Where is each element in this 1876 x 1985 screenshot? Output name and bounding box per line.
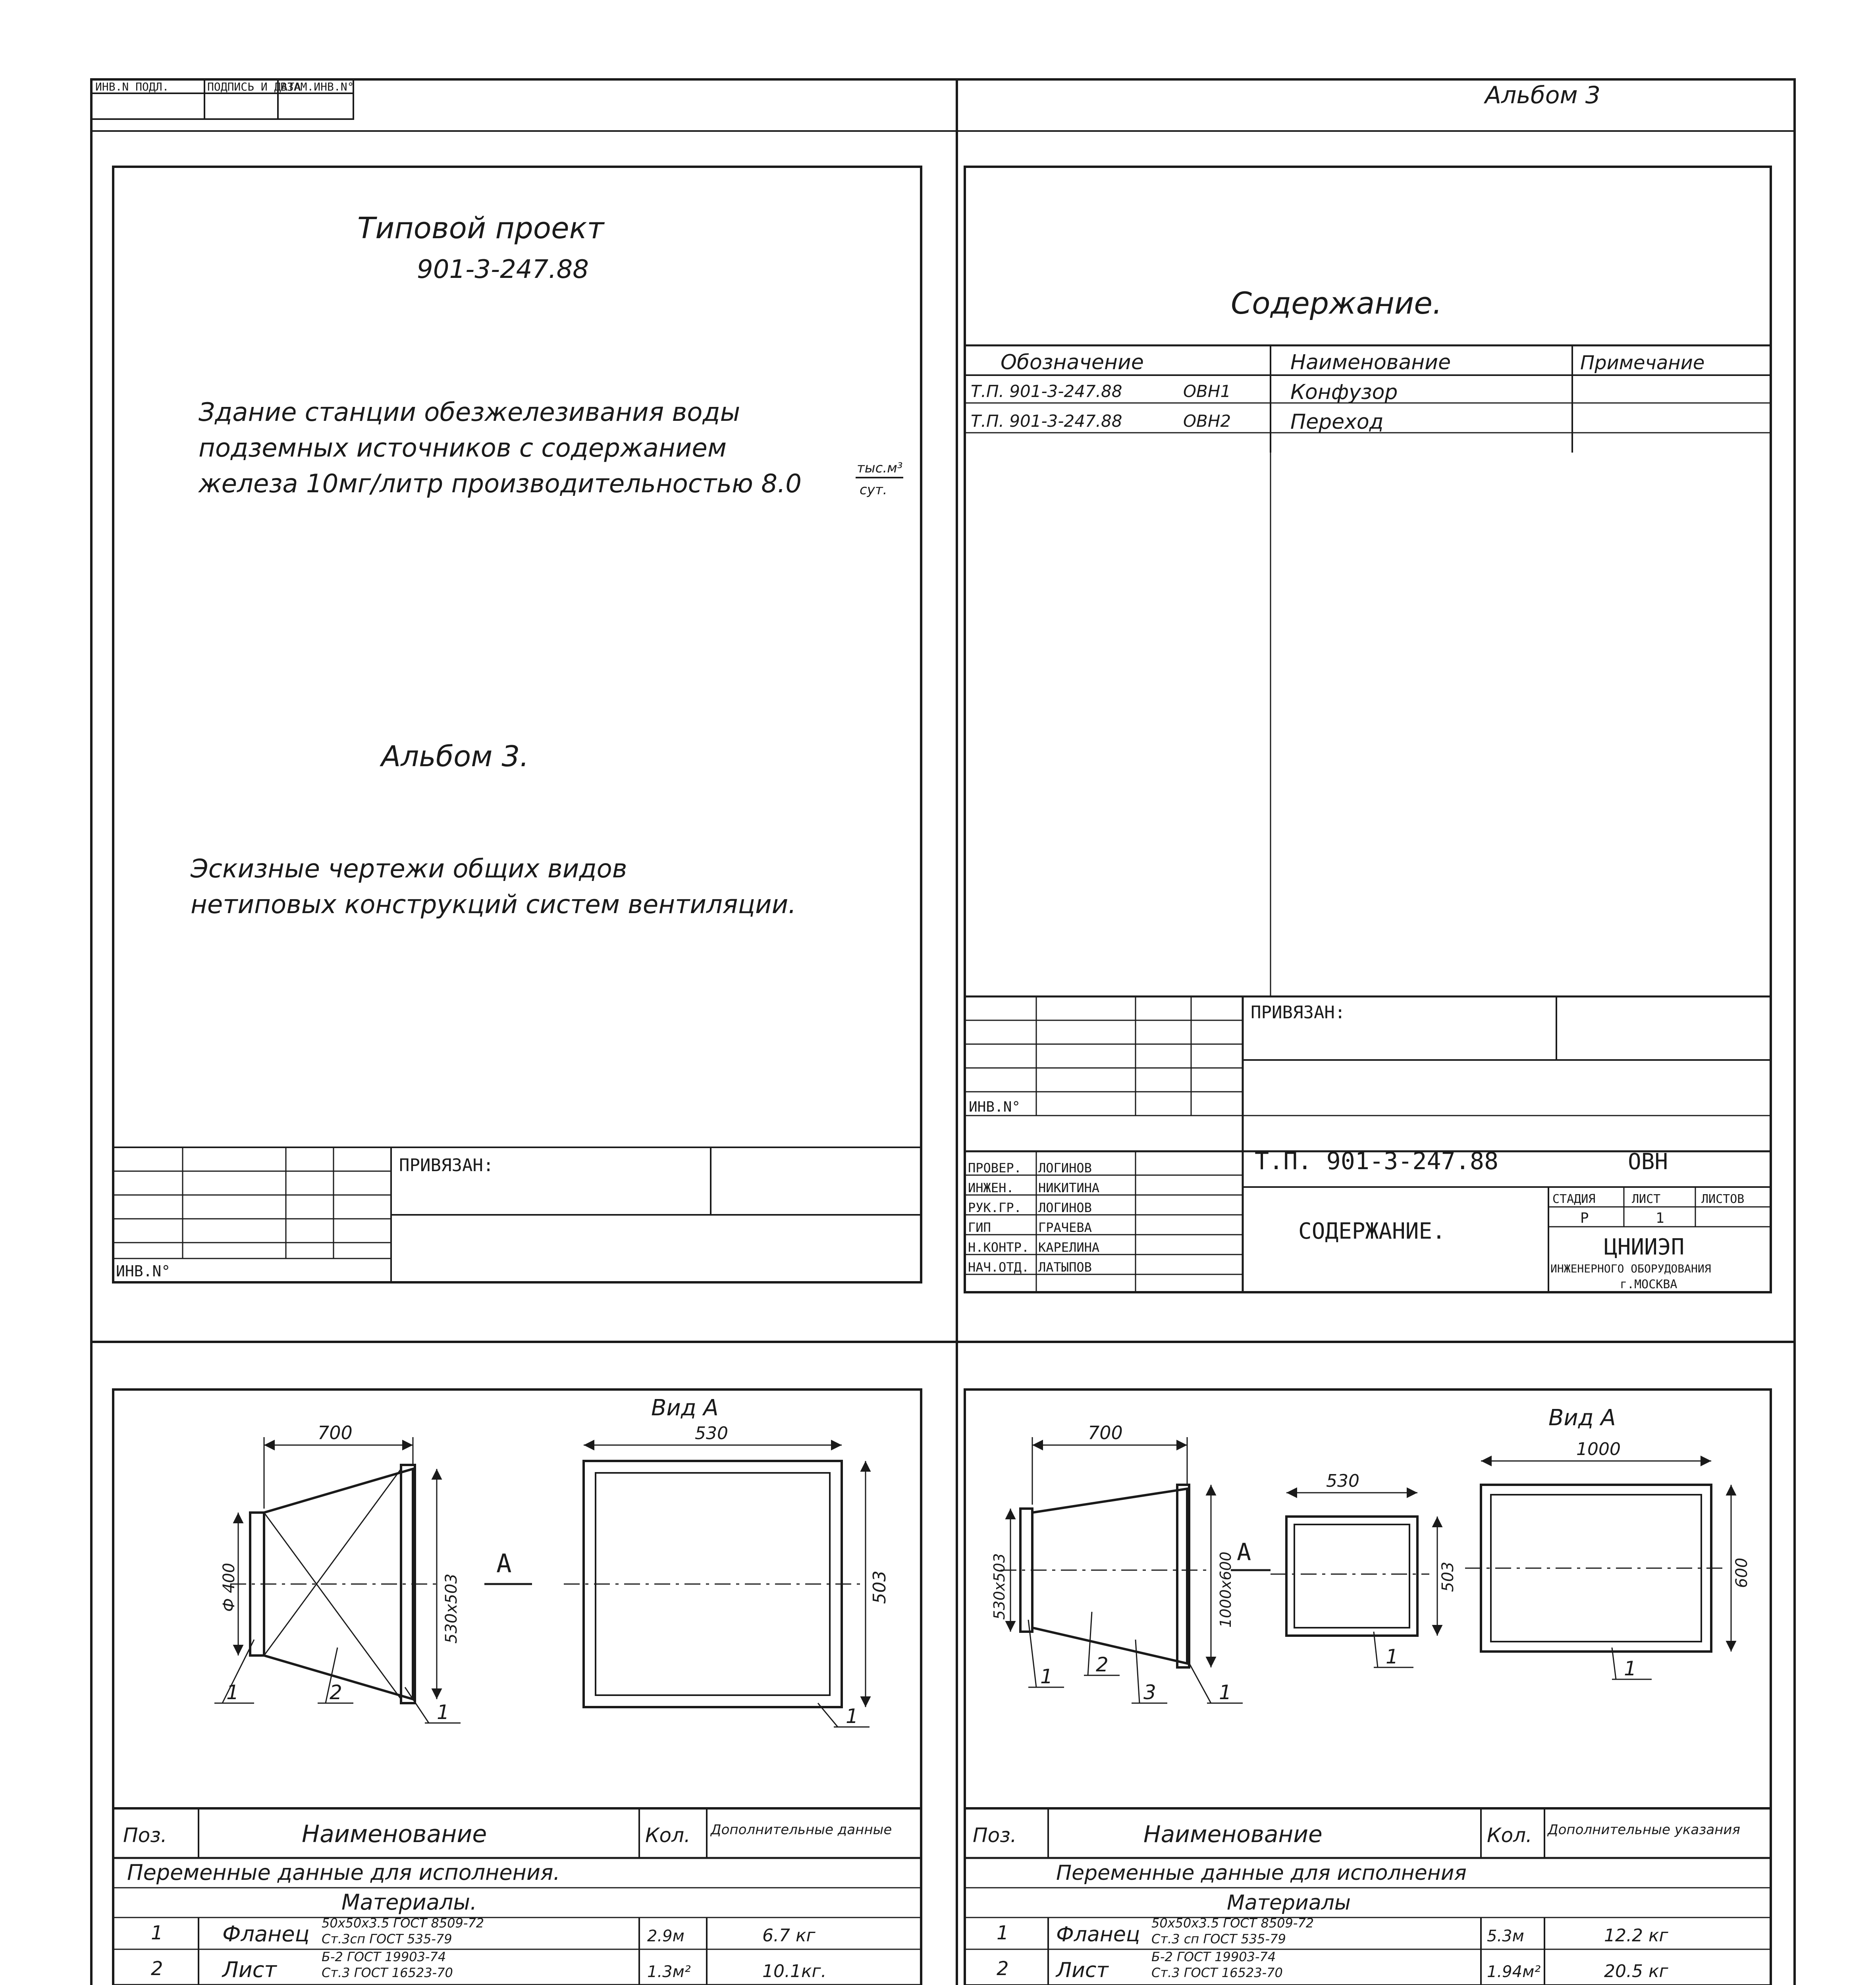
ovn2-callout-4: 1 — [1219, 1681, 1232, 1704]
ovn2-callout-1: 1 — [1040, 1665, 1053, 1688]
ovn1-callout-4: 1 — [846, 1705, 858, 1728]
ovn1-view-height: 503 — [870, 1571, 890, 1604]
ovn2-row2-spec-top: Б-2 ГОСТ 19903-74 — [1151, 1949, 1276, 1964]
ovn2-body — [1032, 1489, 1187, 1663]
ovn1-view-width: 530 — [695, 1423, 728, 1443]
contents-stamp-role-5: Н.КОНТР. — [968, 1240, 1030, 1255]
ovn2-row1-pos: 1 — [997, 1922, 1009, 1944]
ovn2-row2-extra: 20.5 кг — [1604, 1961, 1668, 1981]
ovn1-callout-3: 1 — [437, 1701, 449, 1724]
ovn1-row2-qty: 1.3м² — [647, 1963, 691, 1981]
cover-privyazan: ПРИВЯЗАН: — [399, 1155, 494, 1176]
outer-frame — [91, 79, 1795, 1985]
ovn1-dim-diameter: Ф 400 — [220, 1563, 238, 1612]
ovn1-row1-extra: 6.7 кг — [762, 1925, 816, 1946]
ovn2-callout-3: 3 — [1143, 1681, 1156, 1704]
ovn2-small-view-outer — [1286, 1517, 1417, 1636]
contents-stamp-mark: ОВН — [1628, 1149, 1668, 1175]
cover-sub-2: нетиповых конструкций систем вентиляции. — [191, 890, 796, 919]
ovn2-materials: Материалы — [1227, 1891, 1351, 1915]
ovn2-view-label: А — [1237, 1538, 1251, 1566]
contents-inv: ИНВ.N° — [969, 1099, 1021, 1115]
cover-desc-3: железа 10мг/литр производительностью 8.0 — [199, 469, 802, 499]
contents-stamp-name-6: ЛАТЫПОВ — [1038, 1260, 1092, 1275]
ovn2-small-view-inner — [1294, 1524, 1409, 1628]
ovn1-view-outer — [584, 1461, 842, 1707]
ovn1-col-name: Наименование — [302, 1820, 487, 1848]
stamp-signature: ПОДПИСЬ И ДАТА — [207, 80, 301, 93]
contents-stamp-code: Т.П. 901-3-247.88 — [1255, 1147, 1499, 1175]
cover-desc-1: Здание станции обезжелезивания воды — [199, 398, 740, 427]
cover-panel — [113, 167, 921, 1282]
ovn2-row1-extra: 12.2 кг — [1604, 1925, 1668, 1946]
ovn2-callout-2: 2 — [1096, 1653, 1109, 1676]
ovn2-col-name: Наименование — [1143, 1821, 1323, 1848]
ovn1-row1-pos: 1 — [151, 1922, 163, 1944]
ovn2-row2-name: Лист — [1056, 1958, 1109, 1982]
cover-sub-1: Эскизные чертежи общих видов — [191, 854, 627, 884]
contents-stamp-role-6: НАЧ.ОТД. — [968, 1260, 1030, 1275]
ovn2-row2-pos: 2 — [997, 1958, 1009, 1980]
contents-stage-v1: Р — [1580, 1210, 1589, 1226]
ovn2-dim-length: 700 — [1088, 1422, 1123, 1443]
ovn1-view-label: А — [496, 1549, 512, 1578]
cover-title: Типовой проект — [357, 211, 604, 245]
contents-stamp-name-4: ГРАЧЕВА — [1038, 1220, 1092, 1235]
ovn2-view-title: Вид А — [1548, 1405, 1616, 1431]
ovn2-variable: Переменные данные для исполнения — [1056, 1861, 1467, 1885]
ovn1-row1-spec-top: 50х50х3.5 ГОСТ 8509-72 — [322, 1916, 484, 1931]
ovn1-callout-1: 1 — [226, 1681, 239, 1704]
ovn1-col-extra: Дополнительные данные — [711, 1822, 892, 1838]
stamp-inv: ИНВ.N ПОДЛ. — [95, 80, 169, 93]
ovn2-col-pos: Поз. — [973, 1824, 1017, 1847]
ovn2-dim-right: 1000х600 — [1217, 1551, 1234, 1628]
ovn1-row1-name: Фланец — [222, 1921, 310, 1946]
contents-title: Содержание. — [1231, 285, 1442, 321]
contents-row1-name: Конфузор — [1290, 380, 1398, 404]
ovn2-row1-name: Фланец — [1056, 1923, 1140, 1946]
ovn1-row2-extra: 10.1кг. — [762, 1961, 827, 1981]
contents-row1-code: Т.П. 901-3-247.88 — [971, 382, 1122, 401]
ovn2-small-height: 503 — [1439, 1561, 1457, 1592]
ovn1-callout-2: 2 — [330, 1681, 342, 1704]
contents-stage-h2: ЛИСТ — [1632, 1192, 1661, 1206]
contents-stamp-title: СОДЕРЖАНИЕ. — [1298, 1218, 1446, 1244]
contents-org: ЦНИИЭП — [1604, 1234, 1685, 1260]
contents-col-code: Обозначение — [1001, 351, 1144, 374]
cover-unit-den: сут. — [860, 482, 887, 498]
contents-row2-name: Переход — [1290, 410, 1384, 434]
contents-privyazan: ПРИВЯЗАН: — [1251, 1002, 1346, 1023]
ovn1-row1-spec-bot: Ст.3сп ГОСТ 535-79 — [322, 1931, 452, 1946]
contents-col-name: Наименование — [1290, 351, 1451, 374]
ovn2-view-width: 1000 — [1576, 1439, 1621, 1459]
ovn2-callout-6: 1 — [1624, 1657, 1637, 1680]
ovn2-row1-spec-bot: Ст.3 сп ГОСТ 535-79 — [1151, 1931, 1286, 1946]
cover-album: Альбом 3. — [381, 740, 529, 773]
ovn2-small-width: 530 — [1326, 1471, 1359, 1491]
contents-stamp-role-3: РУК.ГР. — [968, 1200, 1022, 1215]
stamp-replace: ВЗАМ.ИНВ.N° — [280, 80, 354, 93]
ovn1-row2-pos: 2 — [151, 1958, 163, 1980]
ovn1-dim-length: 700 — [318, 1422, 353, 1443]
contents-stage-h3: ЛИСТОВ — [1701, 1192, 1745, 1206]
ovn2-col-qty: Кол. — [1487, 1824, 1532, 1847]
contents-stamp-role-4: ГИП — [968, 1220, 991, 1235]
contents-panel — [965, 167, 1771, 1292]
contents-row1-mark: ОВН1 — [1183, 382, 1231, 401]
cover-desc-2: подземных источников с содержанием — [199, 434, 727, 463]
contents-org-sub: ИНЖЕНЕРНОГО ОБОРУДОВАНИЯ — [1550, 1262, 1711, 1275]
cover-inv: ИНВ.N° — [116, 1262, 171, 1280]
contents-stamp-role-1: ПРОВЕР. — [968, 1160, 1022, 1176]
ovn2-panel — [965, 1390, 1771, 1985]
ovn2-callout-5: 1 — [1386, 1645, 1398, 1668]
ovn2-row1-qty: 5.3м — [1487, 1927, 1524, 1945]
ovn2-dim-left: 530х503 — [991, 1553, 1008, 1620]
ovn1-row2-spec-bot: Ст.3 ГОСТ 16523-70 — [322, 1965, 453, 1980]
contents-col-note: Примечание — [1580, 352, 1705, 374]
ovn1-row2-name: Лист — [222, 1957, 277, 1982]
contents-stamp-name-2: НИКИТИНА — [1038, 1180, 1100, 1195]
contents-stamp-role-2: ИНЖЕН. — [968, 1180, 1014, 1195]
contents-stamp-name-3: ЛОГИНОВ — [1038, 1200, 1092, 1215]
ovn1-materials: Материалы. — [341, 1890, 477, 1915]
contents-row2-code: Т.П. 901-3-247.88 — [971, 411, 1122, 431]
ovn1-col-qty: Кол. — [645, 1824, 690, 1847]
ovn2-row1-spec-top: 50х50х3.5 ГОСТ 8509-72 — [1151, 1916, 1314, 1931]
ovn2-row2-spec-bot: Ст.3 ГОСТ 16523-70 — [1151, 1965, 1283, 1980]
contents-stamp-name-5: КАРЕЛИНА — [1038, 1240, 1100, 1255]
ovn1-dim-side: 530х503 — [442, 1573, 461, 1644]
contents-city: г.МОСКВА — [1620, 1278, 1677, 1291]
ovn1-variable: Переменные данные для исполнения. — [127, 1860, 560, 1885]
ovn1-view-title: Вид А — [651, 1395, 719, 1421]
ovn1-row1-qty: 2.9м — [647, 1927, 684, 1945]
contents-stamp-name-1: ЛОГИНОВ — [1038, 1160, 1092, 1176]
cover-unit-num: тыс.м³ — [857, 460, 903, 476]
ovn2-row2-qty: 1.94м² — [1487, 1963, 1541, 1981]
contents-stage-h1: СТАДИЯ — [1552, 1192, 1596, 1206]
album-label: Альбом 3 — [1485, 81, 1600, 109]
ovn1-col-pos: Поз. — [123, 1824, 167, 1847]
cover-project-code: 901-3-247.88 — [417, 255, 589, 284]
contents-stage-v2: 1 — [1656, 1210, 1664, 1226]
ovn1-row2-spec-top: Б-2 ГОСТ 19903-74 — [322, 1949, 446, 1964]
ovn2-view-height: 600 — [1733, 1557, 1751, 1588]
contents-row2-mark: ОВН2 — [1183, 411, 1231, 431]
ovn2-col-extra: Дополнительные указания — [1548, 1822, 1740, 1838]
